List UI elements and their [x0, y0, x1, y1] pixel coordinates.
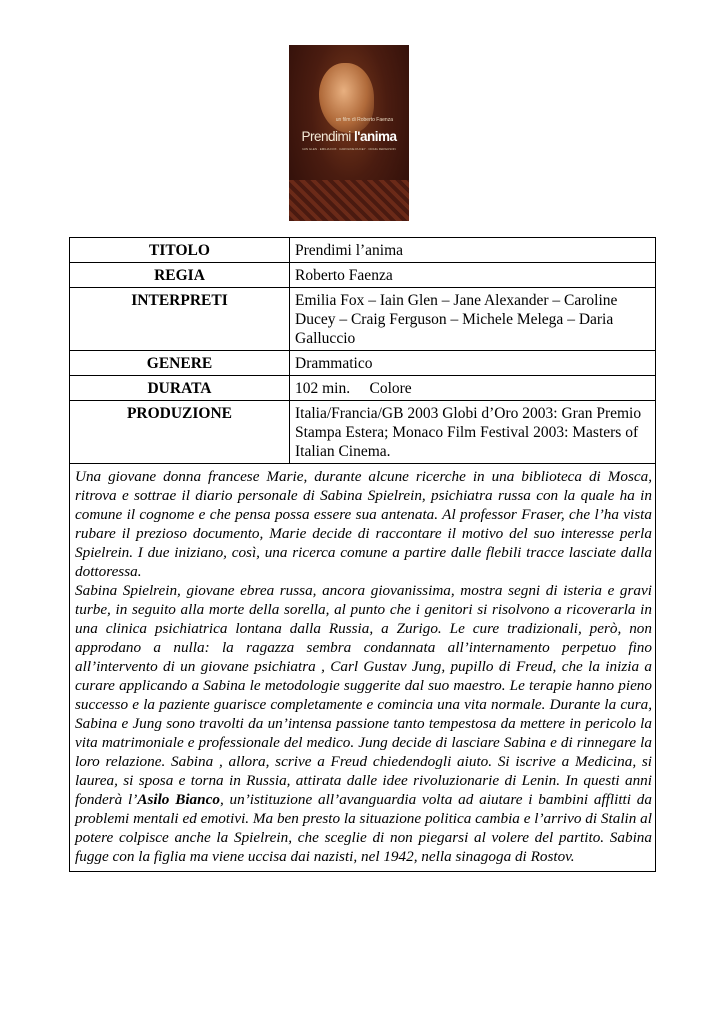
- synopsis-text-before: Sabina Spielrein, giovane ebrea russa, ancora giovanissima, mostra segni di isteria e gravi turbe, in seguito alla morte della sorella, al punto che i genitori si risolvono a ricoverarla in una clinica psichiatrica lontana dalla Russia, a Zurigo. Le cure tradizionali, però, non approdano a nulla: la ragazza sembra condannata all’internamento perpetuo fino all’intervento di un giovane psichiatra , Carl Gustav Jung, pupillo di Freud, che la inizia a curare applicando a Sabina le metodologie suggerite dal suo maestro. Le terapie hanno pieno successo e la paziente guarisce completamente e comincia una vita normale. Durante la cura, Sabina e Jung sono travolti da un’intensa passione tanto tempestosa da mettere in pericolo la vita matrimoniale e professionale del medico. Jung decide di lasciare Sabina e di rinnegare la loro relazione. Sabina , allora, scrive a Freud chiedendogli aiuto. Si iscrive a Medicina, si laurea, si sposa e torna in Russia, attirata dalle idee rivoluzionarie di Lenin. In questi anni fonderà l’: [75, 582, 652, 808]
- synopsis-cell: [70, 464, 656, 872]
- row-value-durata: 102 min. Colore: [290, 376, 656, 401]
- table-row: [70, 288, 656, 351]
- synopsis-paragraph-1: Una giovane donna francese Marie, durante alcune ricerche in una biblioteca di Mosca, ritrova e sottrae il diario personale di Sabina Spielrein, psichiatra russa con la quale ha in comune il cognome e che pensa possa essere sua antenata. Al professor Fraser, che l’ha vista rubare il prezioso documento, Marie decide di raccontare il motivo del suo interesse perla Spielrein. I due iniziano, così, una ricerca comune a partire dalle flebili tracce lasciate dalla dottoressa.: [75, 468, 652, 580]
- poster-director-credit: un film di Roberto Faenza: [335, 117, 393, 123]
- table-row: [70, 464, 656, 872]
- poster-carpet: [289, 180, 409, 221]
- poster-cast-strip: IAIN GLEN · EMILIA FOX · CAROLINE DUCEY · CRAIG FERGUSON: [302, 147, 396, 151]
- poster-title: [291, 129, 407, 144]
- row-value-regia: Roberto Faenza: [290, 263, 656, 288]
- row-value-interpreti: Emilia Fox – Iain Glen – Jane Alexander – Caroline Ducey – Craig Ferguson – Michele Melega – Daria Galluccio: [290, 288, 656, 351]
- table-row: [70, 351, 656, 376]
- row-label-interpreti: INTERPRETI: [70, 288, 290, 351]
- synopsis-text-after: , un’istituzione all’avanguardia volta ad aiutare i bambini afflitti da problemi mentali ed emotivi. Ma ben presto la situazione politica cambia e l’arrivo di Stalin al potere colpisce anche la Spielrein, che sceglie di non piegarsi al volere del partito. Sabina fugge con la figlia ma viene uccisa dai nazisti, nel 1942, nella sinagoga di Rostov.: [75, 791, 652, 865]
- table-row: [70, 263, 656, 288]
- row-value-produzione: Italia/Francia/GB 2003 Globi d’Oro 2003: Gran Premio Stampa Estera; Monaco Film Festival 2003: Masters of Italian Cinema.: [290, 401, 656, 464]
- row-label-regia: REGIA: [70, 263, 290, 288]
- row-value-titolo: Prendimi l’anima: [290, 238, 656, 263]
- asilo-bianco-bold: Asilo Bianco: [137, 791, 220, 808]
- row-label-produzione: PRODUZIONE: [70, 401, 290, 464]
- row-label-genere: GENERE: [70, 351, 290, 376]
- row-label-durata: DURATA: [70, 376, 290, 401]
- film-info-table: [69, 237, 656, 872]
- synopsis-paragraph-2: [75, 581, 652, 866]
- table-row: [70, 376, 656, 401]
- poster-title-part1: Prendimi: [301, 129, 355, 144]
- table-row: [70, 401, 656, 464]
- movie-poster: [289, 45, 409, 221]
- table-row: [70, 238, 656, 263]
- poster-title-part2: l'anima: [354, 129, 397, 144]
- row-value-genere: Drammatico: [290, 351, 656, 376]
- row-label-titolo: TITOLO: [70, 238, 290, 263]
